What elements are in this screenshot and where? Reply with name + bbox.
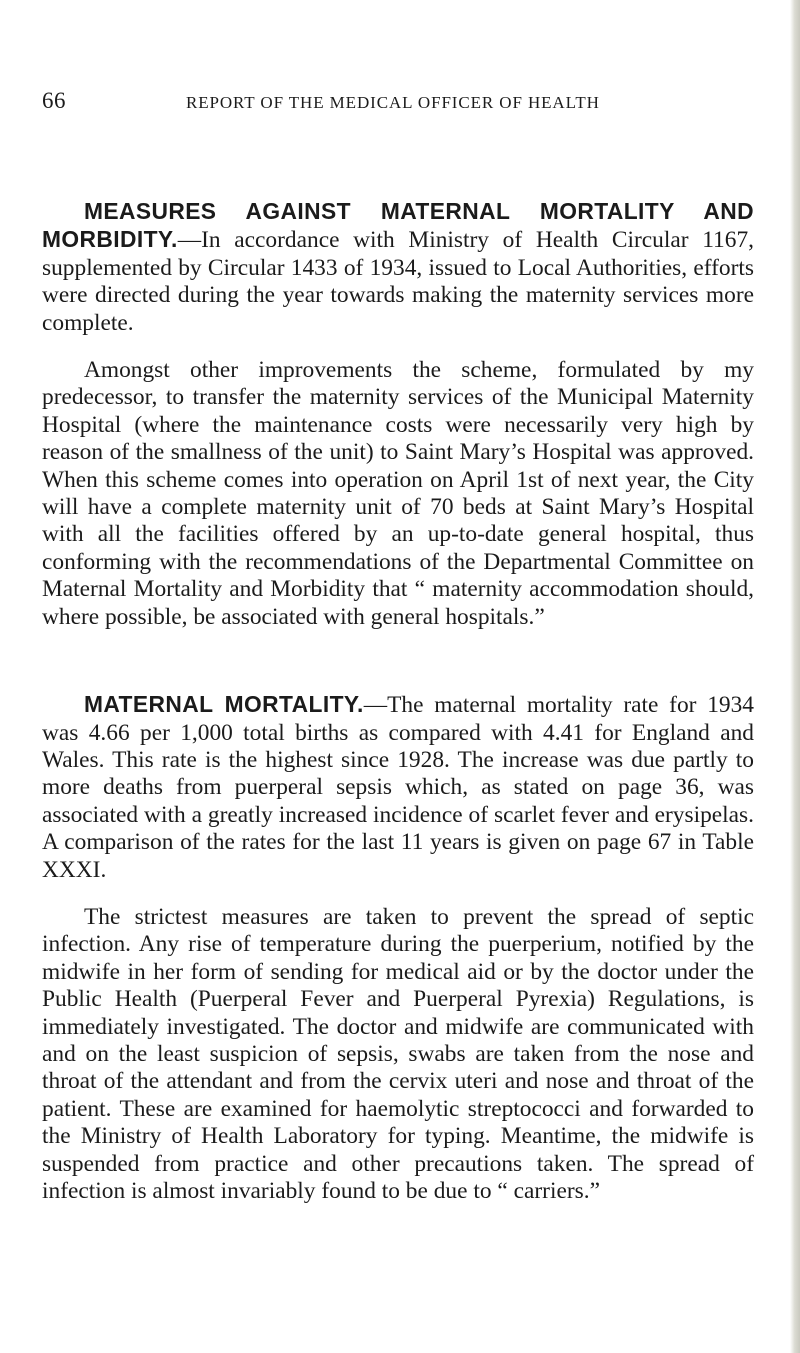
page-edge-shadow: [790, 0, 800, 1353]
running-head: REPORT OF THE MEDICAL OFFICER OF HEALTH: [186, 93, 600, 112]
paragraph-septic-infection: [42, 904, 754, 1205]
paragraph-text: The strictest measures are taken to prevent the spread of septic infection. Any rise of temperature during the puerperium, notified by the midwife in her form of sending for medical aid or by the doctor under the Public Health (Puerperal Fever and Puerperal Pyrexia) Regulations, is immediately investigated. The doctor and midwife are communicated with and on the least suspicion of sepsis, swabs are taken from the nose and throat of the attendant and from the cervix uteri and nose and throat of the patient. These are examined for haemolytic streptococci and forwarded to the Ministry of Health Laboratory for typing. Meantime, the midwife is suspended from practice and other precautions taken. The spread of infection is almost invariably found to be due to “ carriers.”: [42, 903, 754, 1204]
section-heading-measures: MEASURES AGAINST MATERNAL MORTALITY AND MORBIDITY.: [42, 198, 754, 253]
page-number: 66: [42, 88, 66, 113]
paragraph-maternal-mortality: [42, 691, 754, 884]
section-heading-mortality: MATERNAL MORTALITY.: [84, 691, 364, 718]
paragraph-text: —The maternal mortality rate for 1934 was 4.66 per 1,000 total births as compared with 4.41 for England and Wales. This rate is the highest since 1928. The increase was due partly to more deaths from puerperal sepsis which, as stated on page 36, was associated with a greatly increased incidence of scarlet fever and erysipelas. A comparison of the rates for the last 11 years is given on page 67 in Table XXXI.: [42, 692, 754, 883]
page-header: [0, 0, 800, 120]
paragraph-transfer-scheme: [42, 357, 754, 631]
document-body: [42, 198, 754, 1205]
paragraph-text: —In accordance with Ministry of Health Circular 1167, supplemented by Circular 1433 of 1934, issued to Local Authorities, efforts were directed during the year towards making the maternity services more complete.: [42, 227, 754, 336]
paragraph-maternal-measures: [42, 198, 754, 337]
paragraph-text: Amongst other improvements the scheme, formulated by my predecessor, to transfer the maternity services of the Municipal Maternity Hospital (where the maintenance costs were necessarily very high by reason of the smallness of the unit) to Saint Mary’s Hospital was approved. When this scheme comes into operation on April 1st of next year, the City will have a complete maternity unit of 70 beds at Saint Mary’s Hospital with all the facilities offered by an up-to-date general hospital, thus conforming with the recommendations of the Departmental Committee on Maternal Mortality and Morbidity that “ maternity accommodation should, where possible, be associated with general hospitals.”: [42, 357, 754, 630]
